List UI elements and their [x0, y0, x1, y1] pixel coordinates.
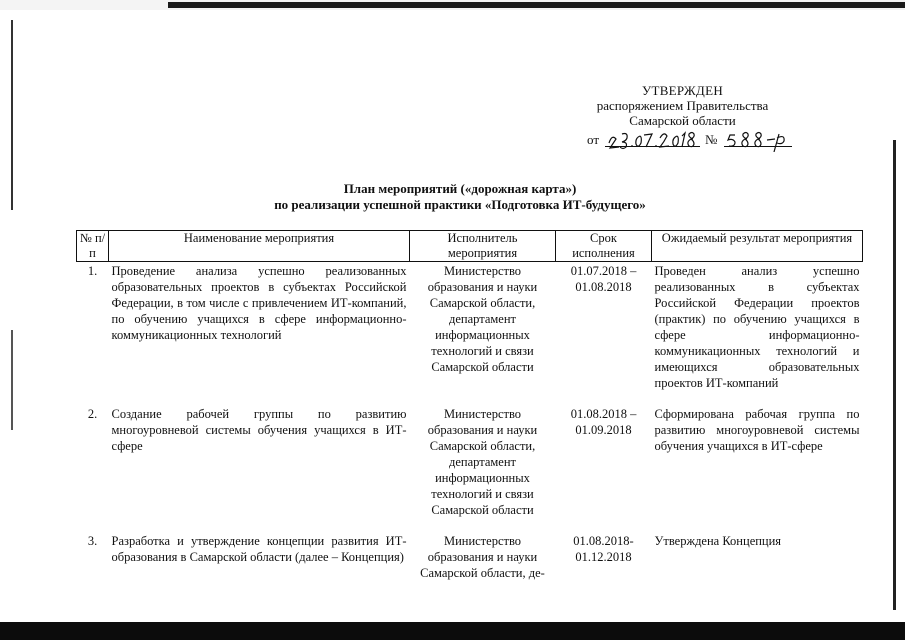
row-num: 2.	[87, 407, 98, 421]
document-title-line: План мероприятий («дорожная карта»)	[343, 181, 577, 196]
scan-right-edge	[893, 140, 896, 610]
row-result: Утверждена Концепция	[654, 534, 782, 548]
table-row	[77, 405, 863, 518]
handwritten-date-number	[605, 128, 805, 152]
row-result: Проведен анализ успешно реализованных в субъектах Российской Федерации проектов (практик) по обучению учащихся в сфере информационно-коммуникационных технологий и имеющихся образовательных проектов ИТ-компаний	[654, 264, 860, 390]
scan-left-mark	[11, 20, 13, 210]
header-num: № п/п	[77, 231, 109, 262]
number-prefix: №	[705, 132, 718, 147]
document-title-line: по реализации успешной практики «Подготовка ИТ-будущего»	[274, 197, 646, 212]
row-num: 3.	[87, 534, 98, 548]
row-term: 01.08.2018 – 01.09.2018	[570, 407, 637, 437]
approval-block	[580, 83, 785, 128]
table-header-row	[77, 231, 863, 262]
row-term: 01.07.2018 – 01.08.2018	[570, 264, 637, 294]
date-prefix: от	[587, 132, 600, 147]
approval-line: Самарской области	[629, 113, 736, 128]
scan-bottom-edge	[0, 622, 905, 640]
document-title	[180, 181, 740, 213]
approval-line: распоряжением Правительства	[596, 98, 769, 113]
scan-top-line	[168, 2, 905, 8]
row-executor: Министерство образования и науки Самарской области, департамент информационных технологий и связи Самарской области	[427, 264, 538, 374]
row-name: Создание рабочей группы по развитию многоуровневой системы обучения учащихся в ИТ-сфере	[111, 407, 407, 453]
header-executor: Исполнитель мероприятия	[410, 231, 556, 262]
header-result: Ожидаемый результат мероприятия	[652, 231, 863, 262]
table-row	[77, 532, 863, 581]
row-executor: Министерство образования и науки Самарской области, де-	[420, 534, 545, 580]
header-name: Наименование мероприятия	[109, 231, 410, 262]
row-num: 1.	[87, 264, 98, 278]
row-term: 01.08.2018-01.12.2018	[573, 534, 634, 564]
approval-date-number	[587, 130, 797, 150]
row-spacer	[77, 391, 863, 405]
row-spacer	[77, 518, 863, 532]
table-row	[77, 262, 863, 392]
row-result: Сформирована рабочая группа по развитию многоуровневой системы обучения учащихся в ИТ-сфере	[654, 407, 860, 453]
header-term: Срок исполнения	[556, 231, 652, 262]
row-name: Разработка и утверждение концепции развития ИТ-образования в Самарской области (далее – Концепция)	[111, 534, 407, 564]
scan-left-mark	[11, 330, 13, 430]
row-name: Проведение анализа успешно реализованных образовательных проектов в субъектах Российской Федерации, в том числе с привлечением ИТ-компаний, по обучению учащихся в сфере информационно-коммуникационных технологий	[111, 264, 407, 342]
roadmap-table	[76, 230, 863, 581]
approval-title: УТВЕРЖДЕН	[641, 83, 724, 98]
row-executor: Министерство образования и науки Самарской области, департамент информационных технологий и связи Самарской области	[427, 407, 538, 517]
